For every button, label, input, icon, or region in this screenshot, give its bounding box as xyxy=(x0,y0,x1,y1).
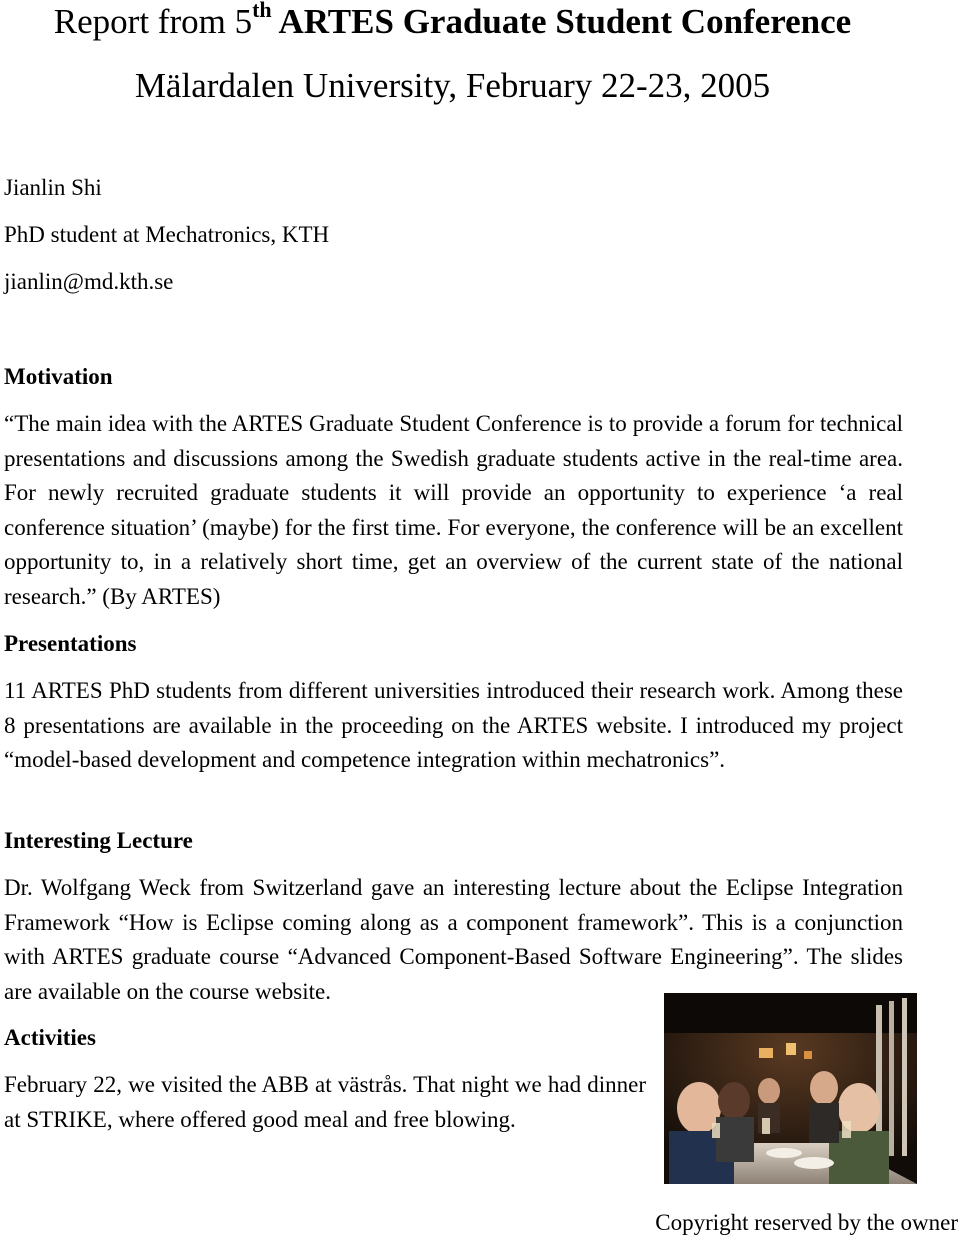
report-subtitle: Mälardalen University, February 22-23, 2005 xyxy=(134,66,771,105)
title-conference-name: ARTES Graduate Student Conference xyxy=(271,2,852,41)
title-prefix: Report from 5 xyxy=(53,2,253,41)
title-ordinal-suffix: th xyxy=(252,0,272,22)
motivation-heading: Motivation xyxy=(4,364,113,389)
presentations-paragraph: 11 ARTES PhD students from different universities introduced their research work. Among these 8 presentations are available in the proceeding on the ARTES website. I introduced my project “model-based development and competence integration within mechatronics”. xyxy=(4,678,903,773)
author-email: jianlin@md.kth.se xyxy=(4,269,174,294)
activities-heading: Activities xyxy=(4,1025,96,1050)
lecture-paragraph: Dr. Wolfgang Weck from Switzerland gave an interesting lecture about the Eclipse Integration Framework “How is Eclipse coming along as a component framework”. This is a conjunction with ARTES graduate course “Advanced Component-Based Software Engineering”. The slides are available on the course website. xyxy=(4,875,903,1004)
author-name: Jianlin Shi xyxy=(4,175,102,200)
report-title xyxy=(0,0,905,44)
presentations-heading: Presentations xyxy=(4,631,137,656)
author-affiliation: PhD student at Mechatronics, KTH xyxy=(4,222,330,247)
dinner-photo-illustration xyxy=(664,993,917,1184)
activities-paragraph: February 22, we visited the ABB at västrås. That night we had dinner at STRIKE, where offered good meal and free blowing. xyxy=(4,1072,646,1132)
dinner-group-photo xyxy=(664,993,917,1184)
motivation-paragraph: “The main idea with the ARTES Graduate Student Conference is to provide a forum for technical presentations and discussions among the Swedish graduate students active in the real-time area. For newly recruited graduate students it will provide an opportunity to experience ‘a real conference situation’ (maybe) for the first time. For everyone, the conference will be an excellent opportunity to, in a relatively short time, get an overview of the current state of the national research.” (By ARTES) xyxy=(4,411,903,609)
lecture-heading: Interesting Lecture xyxy=(4,828,193,853)
copyright-notice: Copyright reserved by the owner xyxy=(655,1210,958,1235)
